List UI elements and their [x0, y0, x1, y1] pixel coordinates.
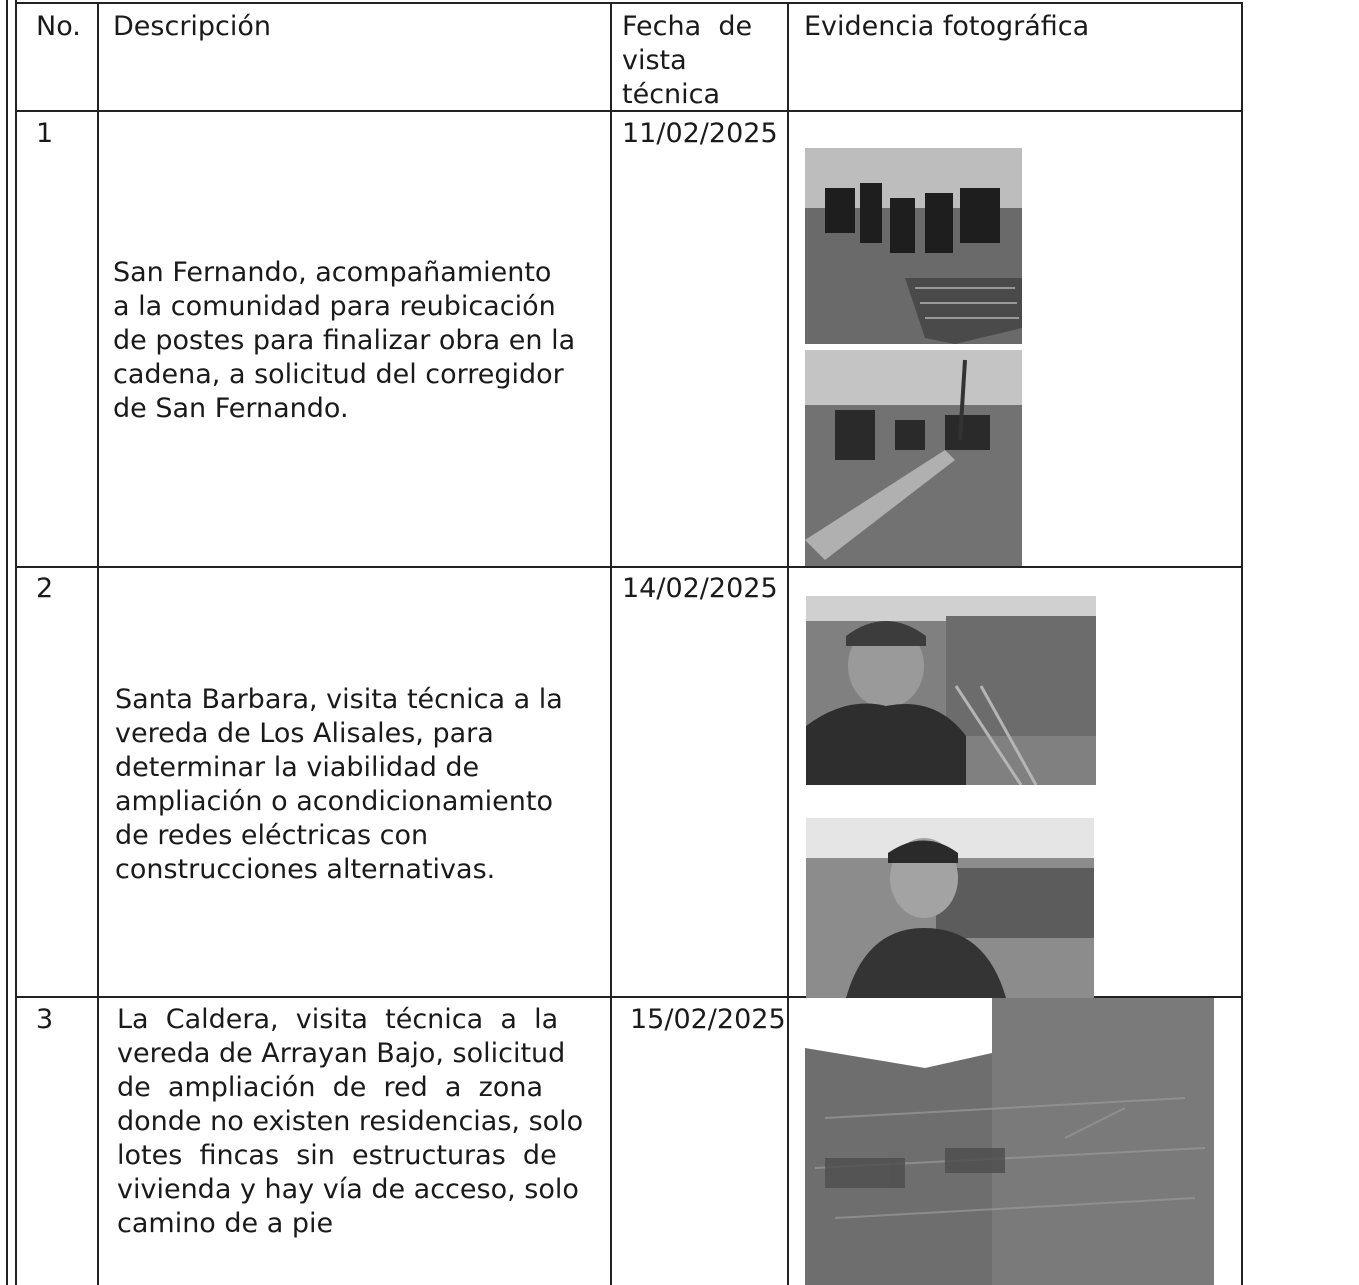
technician-photo — [806, 596, 1096, 785]
column-divider — [610, 2, 612, 1285]
description-line: ampliación o acondicionamiento — [115, 786, 554, 817]
row-number: 1 — [36, 118, 54, 149]
row-date: 11/02/2025 — [622, 118, 778, 149]
description-line: vereda de Los Alisales, para — [115, 718, 494, 749]
header-no: No. — [36, 11, 81, 42]
description-line: camino de a pie — [117, 1208, 334, 1239]
field-work-photo — [805, 350, 1022, 566]
table-left-border — [15, 0, 17, 1285]
column-divider — [97, 2, 99, 1285]
row-description — [115, 683, 600, 887]
description-line: de San Fernando. — [113, 393, 349, 424]
terrain-photo — [805, 998, 1214, 1285]
description-line: vivienda y hay vía de acceso, solo — [117, 1174, 579, 1205]
description-line: de postes para finalizar obra en la — [113, 325, 576, 356]
header-date-line: técnica — [622, 79, 721, 110]
row-date: 15/02/2025 — [630, 1004, 786, 1035]
row-description — [113, 256, 598, 426]
description-line: construcciones alternativas. — [115, 854, 496, 885]
description-line: donde no existen residencias, solo — [117, 1106, 584, 1137]
technician-photo — [806, 818, 1094, 998]
description-line: San Fernando, acompañamiento — [113, 257, 552, 288]
header-evidence: Evidencia fotográfica — [804, 11, 1090, 42]
field-work-photo — [805, 148, 1022, 344]
column-divider — [787, 2, 789, 1285]
description-line: cadena, a solicitud del corregidor — [113, 359, 564, 390]
header-date-line: Fecha de — [622, 11, 753, 42]
description-line: de redes eléctricas con — [115, 820, 429, 851]
row-description — [117, 1003, 599, 1241]
description-line: de ampliación de red a zona — [117, 1072, 543, 1103]
row-date: 14/02/2025 — [622, 573, 778, 604]
row-divider — [16, 566, 1243, 568]
description-line: lotes fincas sin estructuras de — [117, 1140, 557, 1171]
description-line: La Caldera, visita técnica a la — [117, 1004, 559, 1035]
page-margin-line — [6, 0, 8, 1285]
description-line: a la comunidad para reubicación — [113, 291, 556, 322]
table-top-border — [16, 2, 1243, 4]
description-line: vereda de Arrayan Bajo, solicitud — [117, 1038, 566, 1069]
header-description: Descripción — [113, 11, 272, 42]
row-number: 2 — [36, 573, 54, 604]
header-date — [622, 10, 777, 112]
row-number: 3 — [36, 1004, 54, 1035]
description-line: Santa Barbara, visita técnica a la — [115, 684, 563, 715]
table-right-border — [1241, 2, 1243, 1285]
description-line: determinar la viabilidad de — [115, 752, 480, 783]
header-date-line: vista — [622, 45, 687, 76]
